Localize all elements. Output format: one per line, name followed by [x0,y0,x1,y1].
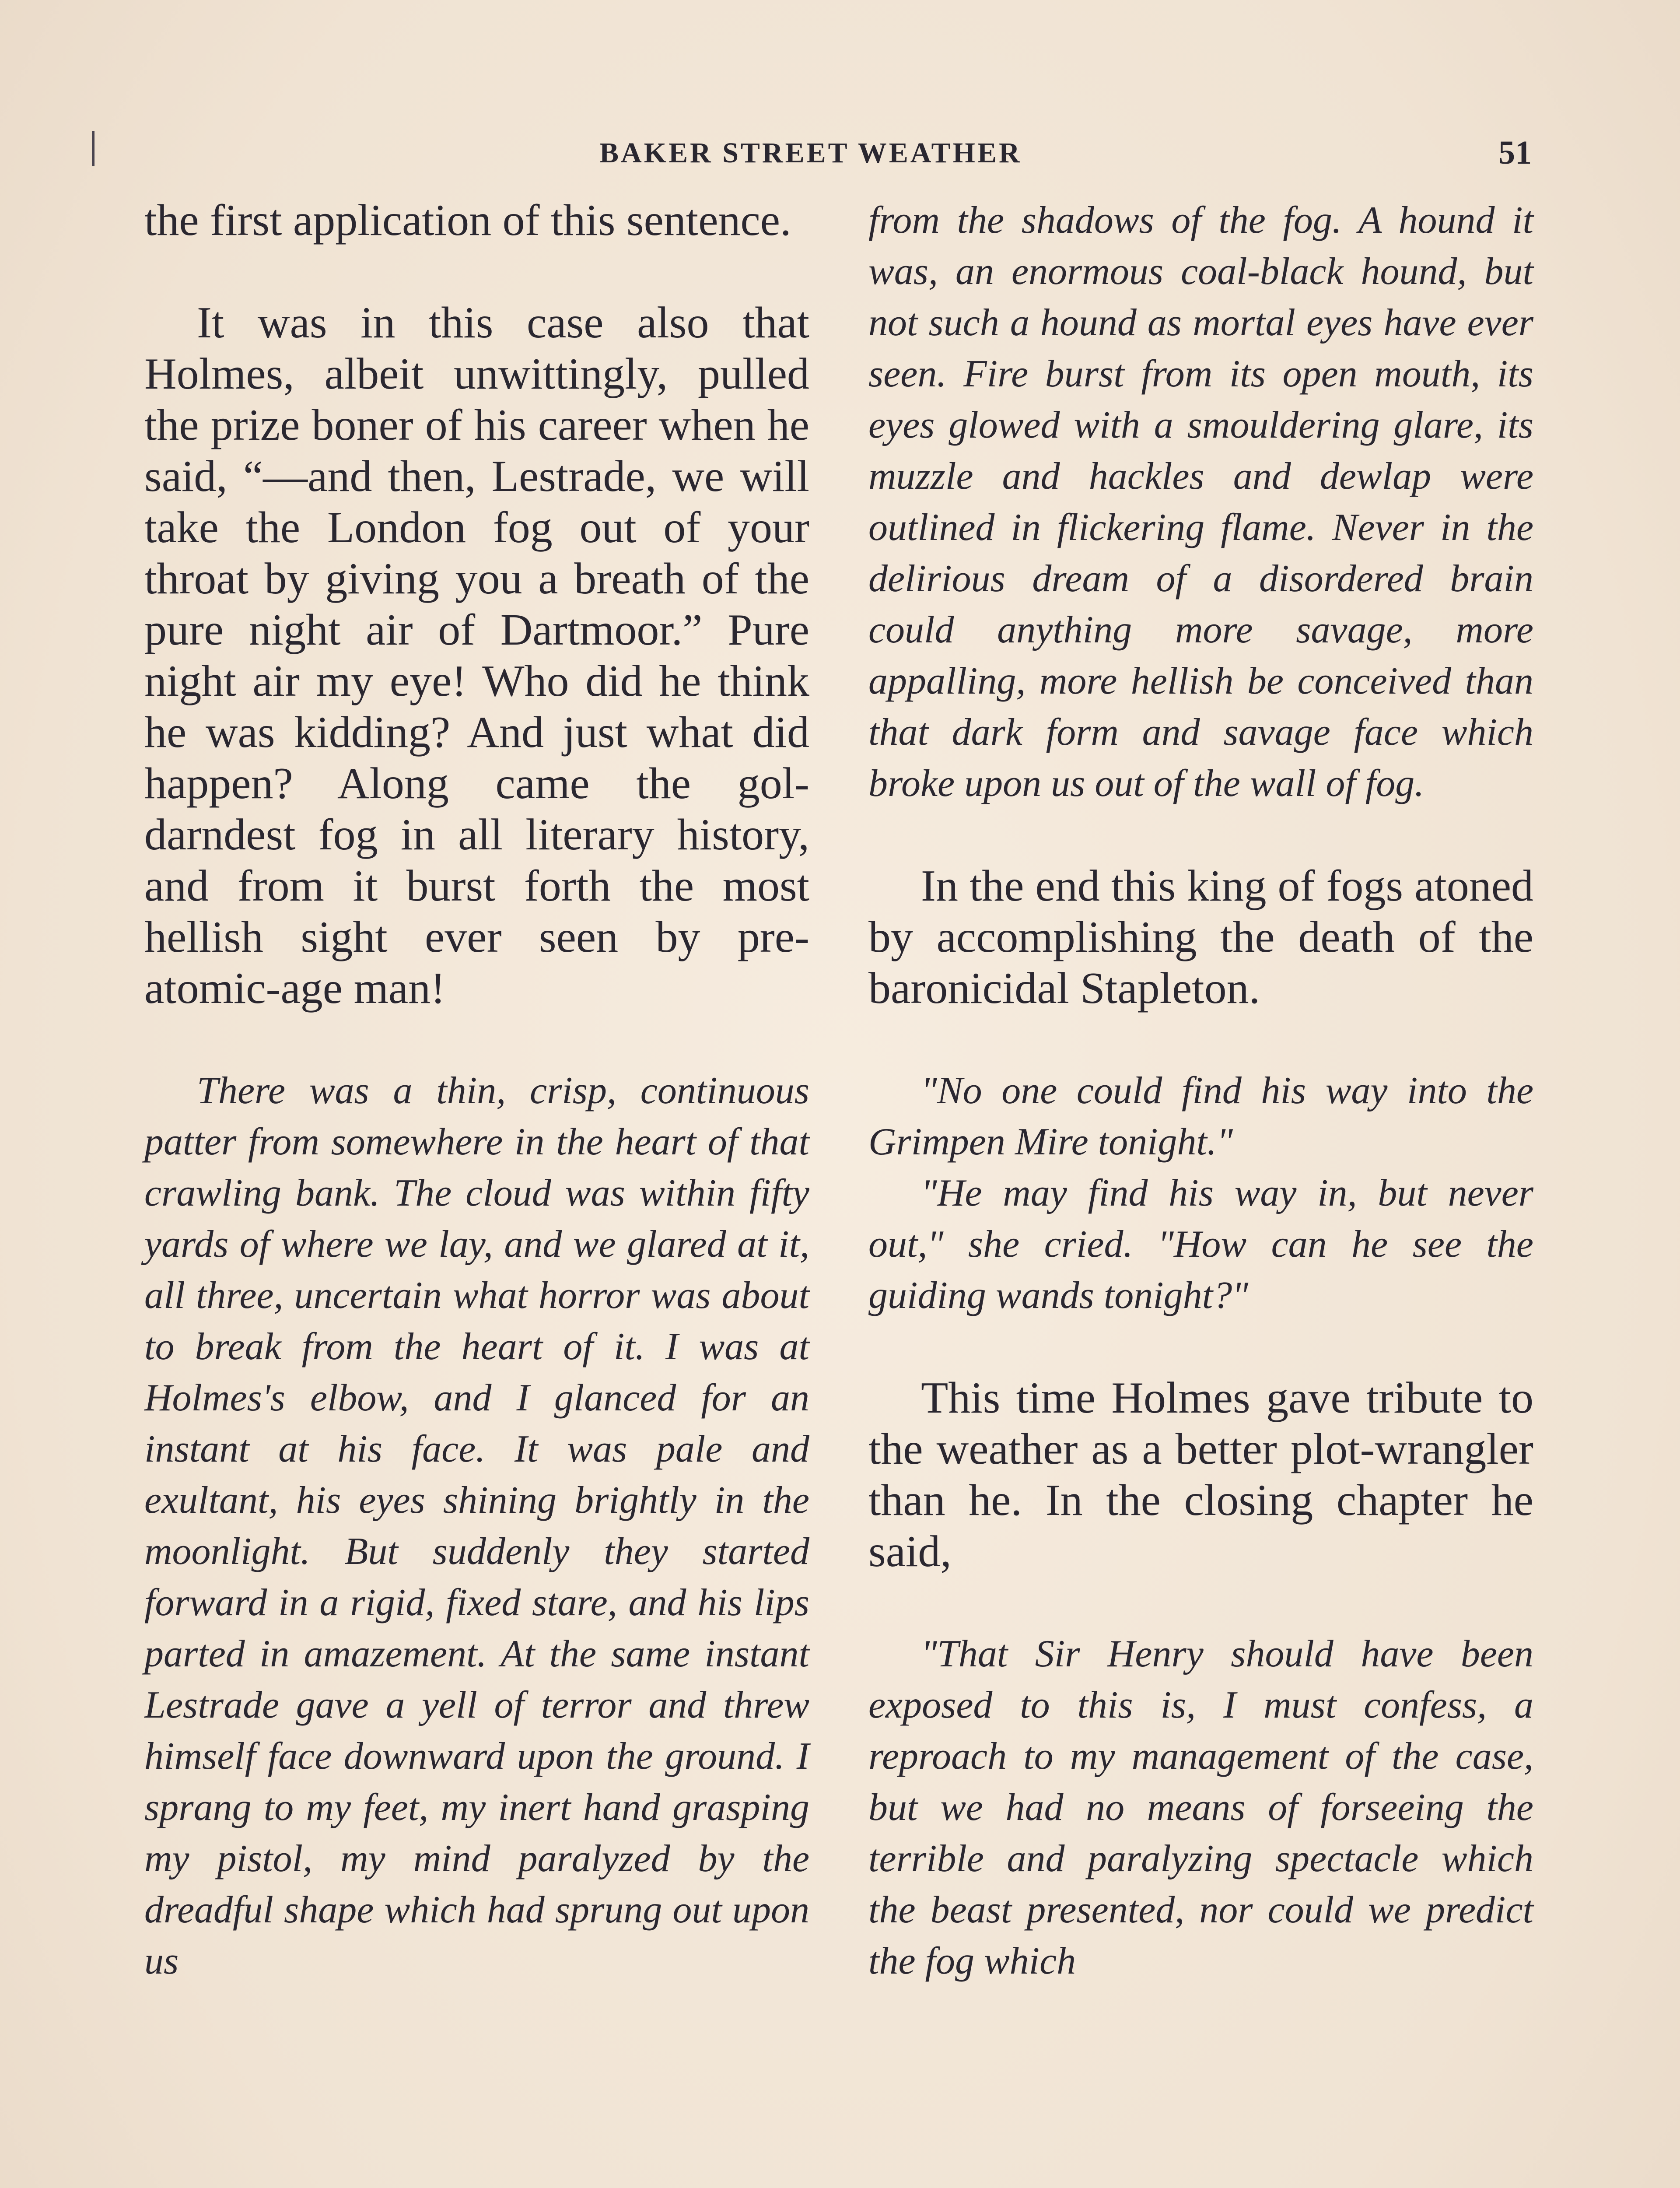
running-head: BAKER STREET WEATHER [599,137,1022,169]
left-column [144,195,809,1987]
right-column [868,195,1533,1987]
block-quote: "That Sir Henry should have been exposed to this is, I must confess, a reproach to my management of the case, but we had no means of forseeing the terrible and paralyzing spectacle which the beast presented, nor could we predict the fog which [868,1633,1533,1982]
margin-mark [92,131,94,166]
block-quote: "No one could find his way into the Grimpen Mire tonight." [868,1069,1533,1163]
paragraph: It was in this case also that Holmes, albeit unwittingly, pulled the prize boner of his career when he said, “—and then, Lestrade, we will take the London fog out of your throat by giving you a breath of the pure night air of Dartmoor.” Pure night air my eye! Who did he think he was kidding? And just what did happen? Along came the gol-darndest fog in all literary history, and from it burst forth the most hellish sight ever seen by pre-atomic-age man! [144,298,809,1013]
page-number: 51 [1498,134,1532,171]
paragraph: the first application of this sentence. [144,196,791,245]
block-quote: There was a thin, crisp, continuous patter from somewhere in the heart of that crawling bank. The cloud was within fifty yards of where we lay, and we glared at it, all three, uncertain what horror was about to break from the heart of it. I was at Holmes's elbow, and I glanced for an instant at his face. It was pale and exultant, his eyes shining brightly in the moonlight. But suddenly they started forward in a rigid, fixed stare, and his lips parted in amazement. At the same instant Lestrade gave a yell of terror and threw himself face downward upon the ground. I sprang to my feet, my inert hand grasping my pistol, my mind paralyzed by the dreadful shape which had sprung out upon us [144,1069,809,1982]
paragraph: This time Holmes gave tribute to the weather as a better plot-wrangler than he. In the closing chapter he said, [868,1373,1533,1576]
block-quote: from the shadows of the fog. A hound it was, an enormous coal-black hound, but not such a hound as mortal eyes have ever seen. Fire burst from its open mouth, its eyes glowed with a smouldering glare, its muzzle and hackles and dewlap were outlined in flickering flame. Never in the delirious dream of a disordered brain could anything more savage, more appalling, more hellish be conceived than that dark form and savage face which broke upon us out of the wall of fog. [868,199,1533,805]
paragraph: In the end this king of fogs atoned by accomplishing the death of the baronicidal Stapleton. [868,861,1533,1013]
block-quote: "He may find his way in, but never out," she cried. "How can he see the guiding wands tonight?" [868,1172,1533,1317]
